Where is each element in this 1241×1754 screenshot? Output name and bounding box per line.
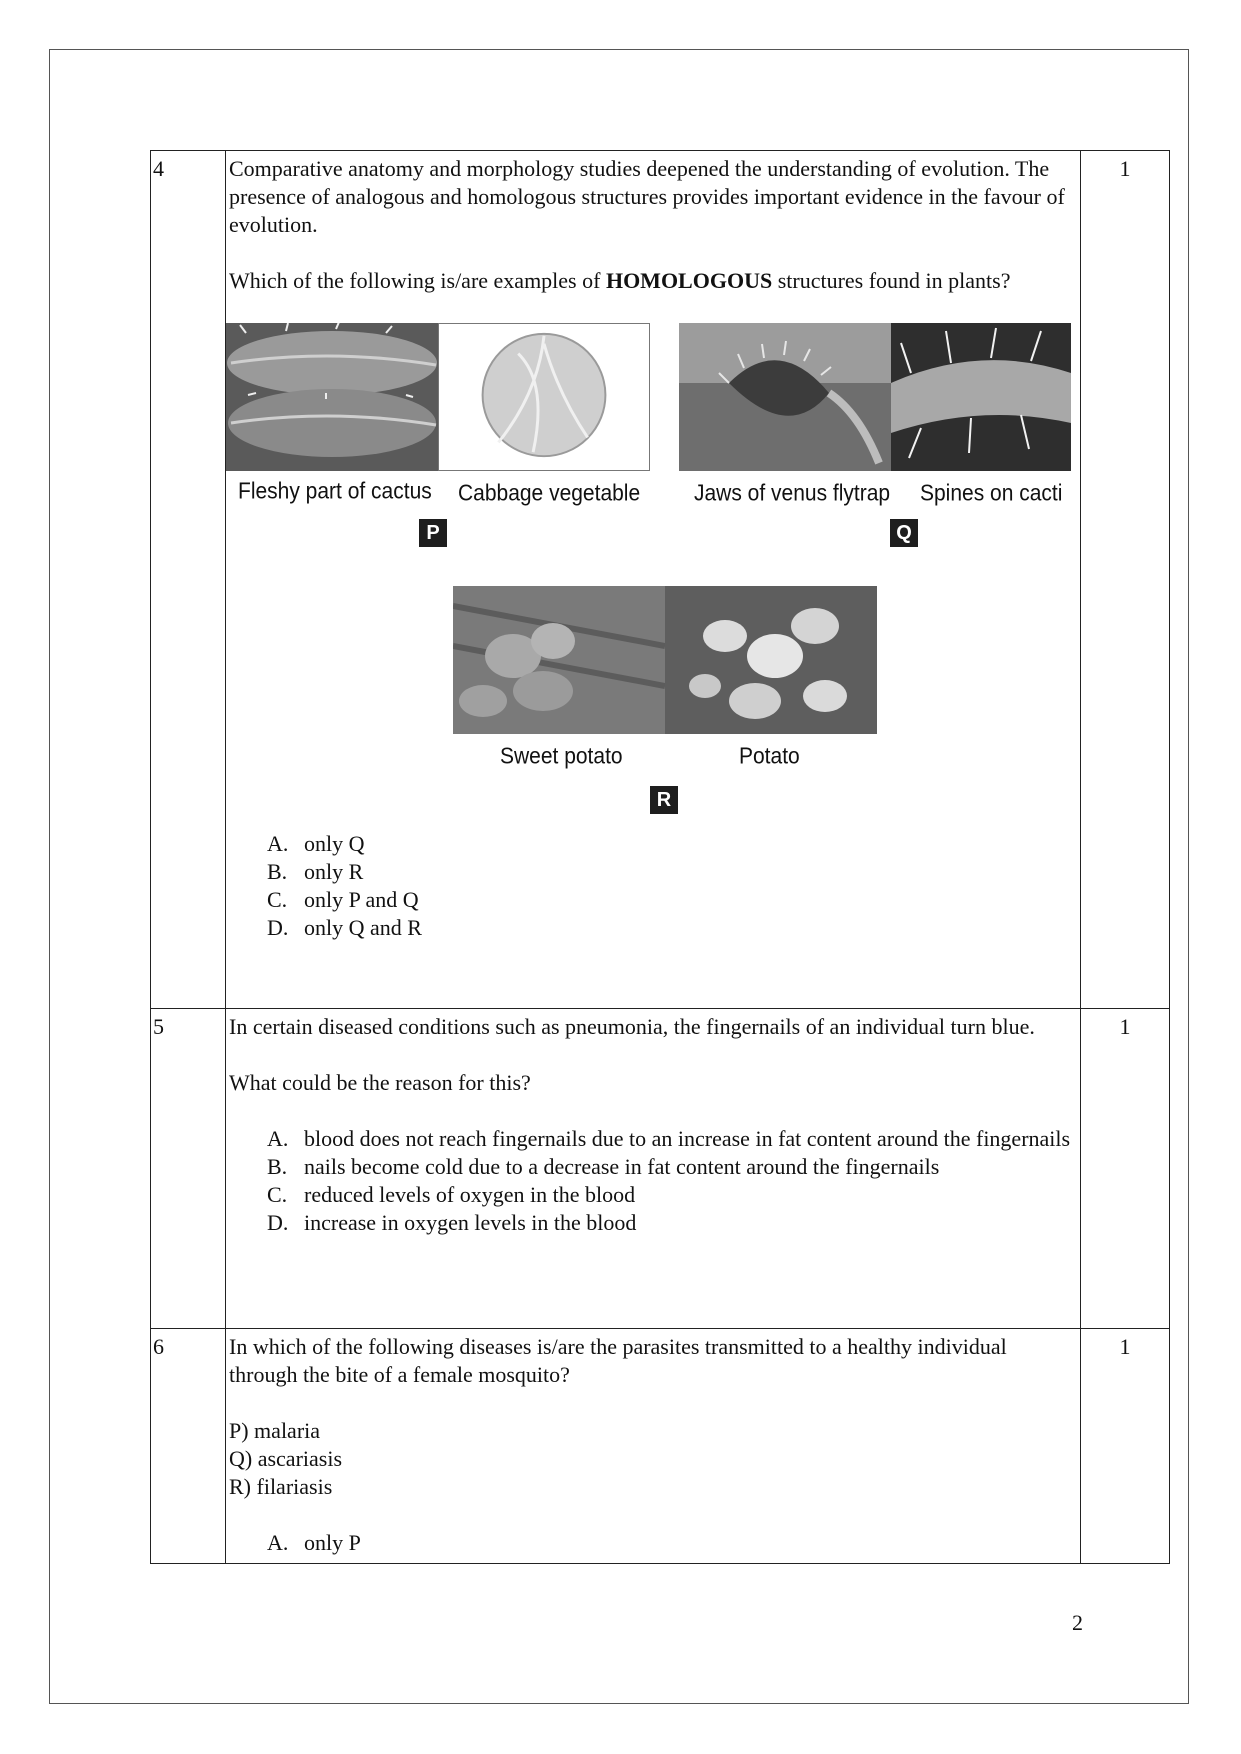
question-row-6 bbox=[151, 1329, 1170, 1564]
option-a[interactable] bbox=[267, 1529, 1074, 1557]
question-content bbox=[226, 151, 1081, 1009]
prompt-text: structures found in plants? bbox=[772, 268, 1011, 293]
option-text: only P and Q bbox=[304, 887, 419, 912]
question-intro: In certain diseased conditions such as pneumonia, the fingernails of an individual turn blue. bbox=[229, 1014, 1035, 1039]
option-letter: A. bbox=[267, 831, 289, 856]
option-b[interactable] bbox=[267, 1153, 1074, 1181]
prompt-text: Which of the following is/are examples of bbox=[229, 268, 606, 293]
option-text: reduced levels of oxygen in the blood bbox=[304, 1182, 636, 1207]
option-text: nails become cold due to a decrease in fat content around the fingernails bbox=[304, 1154, 940, 1179]
venus-flytrap-photo bbox=[679, 323, 891, 471]
sweet-potato-photo bbox=[453, 586, 665, 734]
option-d[interactable] bbox=[267, 914, 1074, 942]
label-r-badge: R bbox=[650, 786, 678, 814]
question-number: 5 bbox=[151, 1009, 226, 1329]
question-prompt bbox=[229, 267, 1074, 295]
option-text: only P bbox=[304, 1530, 361, 1555]
potato-photo bbox=[665, 586, 877, 734]
question-row-4 bbox=[151, 151, 1170, 1009]
disease-item: R) filariasis bbox=[229, 1474, 333, 1499]
option-letter: C. bbox=[267, 887, 288, 912]
question-marks: 1 bbox=[1081, 151, 1170, 1009]
option-letter: A. bbox=[267, 1126, 289, 1151]
disease-item: P) malaria bbox=[229, 1418, 321, 1443]
caption-sweet-potato: Sweet potato bbox=[500, 743, 623, 770]
option-d[interactable] bbox=[267, 1209, 1074, 1237]
caption-venus-flytrap: Jaws of venus flytrap bbox=[694, 480, 891, 507]
question-number: 6 bbox=[151, 1329, 226, 1564]
option-text: blood does not reach fingernails due to an increase in fat content around the fingernails bbox=[304, 1126, 1071, 1151]
question-marks: 1 bbox=[1081, 1329, 1170, 1564]
caption-fleshy-cactus: Fleshy part of cactus bbox=[238, 478, 432, 505]
disease-item: Q) ascariasis bbox=[229, 1446, 343, 1471]
question-content bbox=[226, 1329, 1081, 1564]
answer-options bbox=[229, 1529, 1074, 1557]
question-prompt: What could be the reason for this? bbox=[229, 1070, 531, 1095]
option-a[interactable] bbox=[267, 1125, 1074, 1153]
option-letter: B. bbox=[267, 1154, 288, 1179]
questions-table bbox=[150, 150, 1170, 1564]
option-text: only R bbox=[304, 859, 364, 884]
question-number: 4 bbox=[151, 151, 226, 1009]
question-intro: In which of the following diseases is/are the parasites transmitted to a healthy individual through the bite of a female mosquito? bbox=[229, 1334, 1007, 1387]
label-q-badge: Q bbox=[890, 519, 918, 547]
question-intro: Comparative anatomy and morphology studies deepened the understanding of evolution. The presence of analogous and homologous structures provides important evidence in the favour of evolution. bbox=[229, 156, 1065, 237]
cactus-spines-photo bbox=[891, 323, 1071, 471]
question-marks: 1 bbox=[1081, 1009, 1170, 1329]
option-letter: A. bbox=[267, 1530, 289, 1555]
option-letter: B. bbox=[267, 859, 288, 884]
caption-spines: Spines on cacti bbox=[920, 480, 1063, 507]
question-row-5 bbox=[151, 1009, 1170, 1329]
homologous-figure bbox=[226, 323, 1074, 833]
option-a[interactable] bbox=[267, 830, 1074, 858]
option-text: increase in oxygen levels in the blood bbox=[304, 1210, 637, 1235]
caption-potato: Potato bbox=[739, 743, 800, 770]
option-b[interactable] bbox=[267, 858, 1074, 886]
option-text: only Q and R bbox=[304, 915, 422, 940]
option-c[interactable] bbox=[267, 1181, 1074, 1209]
page-number: 2 bbox=[1072, 1610, 1083, 1635]
cabbage-photo bbox=[438, 323, 650, 471]
option-letter: D. bbox=[267, 1210, 289, 1235]
option-c[interactable] bbox=[267, 886, 1074, 914]
answer-options bbox=[229, 830, 1074, 942]
prompt-emphasis: HOMOLOGOUS bbox=[605, 268, 773, 293]
cactus-photo bbox=[226, 323, 438, 471]
option-text: only Q bbox=[304, 831, 365, 856]
option-letter: C. bbox=[267, 1182, 288, 1207]
caption-cabbage: Cabbage vegetable bbox=[458, 480, 641, 507]
label-p-badge: P bbox=[419, 519, 447, 547]
question-content bbox=[226, 1009, 1081, 1329]
answer-options bbox=[229, 1125, 1074, 1237]
option-letter: D. bbox=[267, 915, 289, 940]
